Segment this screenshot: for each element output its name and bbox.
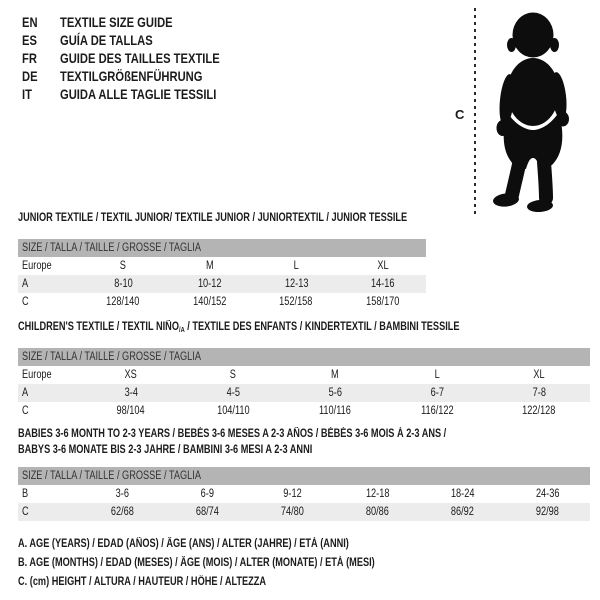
title-subscript: /A xyxy=(178,326,185,334)
age-cell: 12-13 xyxy=(284,278,309,290)
language-label: TEXTILE SIZE GUIDE xyxy=(60,14,173,30)
height-cell: 110/116 xyxy=(319,405,351,417)
language-row-it xyxy=(22,85,260,103)
toddler-silhouette-icon xyxy=(487,8,579,212)
height-measure-label: C xyxy=(455,107,465,122)
height-cell: 80/86 xyxy=(365,506,390,518)
row-label: A xyxy=(22,387,29,399)
junior-size-table xyxy=(18,239,426,311)
table-row-height xyxy=(18,293,426,311)
age-cell: 6-7 xyxy=(430,387,444,399)
age-cell: 24-36 xyxy=(535,488,560,500)
language-label: GUÍA DE TALLAS xyxy=(60,32,153,48)
size-cell: L xyxy=(434,369,440,381)
babies-section-title-line1: BABIES 3-6 MONTH TO 2-3 YEARS / BEBÉS 3-6 MESES A 2-3 AÑOS / BÉBÉS 3-6 MOIS À 2-3 ANS / xyxy=(18,428,447,440)
row-label: B xyxy=(22,488,29,500)
age-cell: 6-9 xyxy=(200,488,215,500)
height-cell: 152/158 xyxy=(279,296,313,308)
row-label: Europe xyxy=(22,369,52,381)
size-cell: XL xyxy=(377,260,389,272)
row-label: C xyxy=(22,405,29,417)
children-size-table xyxy=(18,348,590,420)
age-cell: 14-16 xyxy=(370,278,395,290)
height-cell: 98/104 xyxy=(116,405,146,417)
table-row-age xyxy=(18,384,590,402)
age-cell: 3-4 xyxy=(124,387,138,399)
height-cell: 68/74 xyxy=(195,506,220,518)
height-cell: 104/110 xyxy=(216,405,250,417)
language-row-de xyxy=(22,67,260,85)
legend-notes xyxy=(18,535,464,592)
size-header-bar: SIZE / TALLA / TAILLE / GRÖSSE / TAGLIA xyxy=(18,348,590,366)
age-cell: 18-24 xyxy=(450,488,475,500)
height-cell: 116/122 xyxy=(420,405,454,417)
language-label: GUIDE DES TAILLES TEXTILE xyxy=(60,50,220,66)
height-cell: 158/170 xyxy=(366,296,400,308)
language-code: EN xyxy=(22,14,38,30)
table-row-age xyxy=(18,275,426,293)
size-header-bar: SIZE / TALLA / TAILLE / GRÖSSE / TAGLIA xyxy=(18,239,426,257)
height-cell: 140/152 xyxy=(193,296,227,308)
age-cell: 4-5 xyxy=(226,387,240,399)
height-cell: 128/140 xyxy=(106,296,140,308)
language-label: TEXTILGRÖßENFÜHRUNG xyxy=(60,68,203,84)
language-code: ES xyxy=(22,32,37,48)
table-row-height xyxy=(18,503,590,521)
row-label: C xyxy=(22,506,29,518)
size-cell: M xyxy=(205,260,214,272)
age-cell: 7-8 xyxy=(532,387,546,399)
row-label: Europe xyxy=(22,260,52,272)
height-cell: 122/128 xyxy=(522,405,556,417)
age-cell: 3-6 xyxy=(115,488,130,500)
note-age-months: B. AGE (MONTHS) / EDAD (MESES) / ÂGE (MOIS) / ALTER (MONATE) / ETÀ (MESI) xyxy=(18,557,375,569)
height-cell: 86/92 xyxy=(450,506,475,518)
row-label: C xyxy=(22,296,29,308)
babies-section-title-line2: BABYS 3-6 MONATE BIS 2-3 JAHRE / BAMBINI 3-6 MESI A 2-3 ANNI xyxy=(18,444,313,456)
language-row-fr xyxy=(22,49,260,67)
table-row-europe xyxy=(18,366,590,384)
note-height-cm: C. (cm) HEIGHT / ALTURA / HAUTEUR / HÖHE / ALTEZZA xyxy=(18,576,267,588)
language-list xyxy=(22,13,260,103)
height-measure-dashed-line xyxy=(474,8,476,214)
age-cell: 5-6 xyxy=(328,387,342,399)
language-label: GUIDA ALLE TAGLIE TESSILI xyxy=(60,86,217,102)
age-cell: 12-18 xyxy=(365,488,390,500)
size-cell: M xyxy=(331,369,339,381)
size-cell: S xyxy=(229,369,237,381)
babies-size-table xyxy=(18,467,590,521)
note-age-years: A. AGE (YEARS) / EDAD (AÑOS) / ÂGE (ANS) / ALTER (JAHRE) / ETÀ (ANNI) xyxy=(18,538,349,550)
height-cell: 92/98 xyxy=(535,506,560,518)
age-cell: 9-12 xyxy=(283,488,302,500)
language-code: FR xyxy=(22,50,37,66)
size-cell: S xyxy=(120,260,127,272)
size-cell: XL xyxy=(533,369,545,381)
children-section-title: CHILDREN'S TEXTILE / TEXTIL $NIÑO_{/A}$ / TEXTILE DES ENFANTS / KINDERTEXTIL / BAMBINI TESSILE xyxy=(18,321,460,334)
age-cell: 10-12 xyxy=(197,278,222,290)
size-cell: XS xyxy=(124,369,138,381)
language-row-es xyxy=(22,31,260,49)
height-cell: 62/68 xyxy=(110,506,135,518)
language-code: DE xyxy=(22,68,38,84)
junior-section-title: JUNIOR TEXTILE / TEXTIL JUNIOR/ TEXTILE JUNIOR / JUNIORTEXTIL / JUNIOR TESSILE xyxy=(18,212,408,224)
row-label: A xyxy=(22,278,29,290)
age-cell: 8-10 xyxy=(114,278,133,290)
height-cell: 74/80 xyxy=(280,506,305,518)
table-row-age-months xyxy=(18,485,590,503)
language-code: IT xyxy=(22,86,32,102)
language-row-en xyxy=(22,13,260,31)
size-cell: L xyxy=(293,260,299,272)
table-row-europe xyxy=(18,257,426,275)
size-header-bar: SIZE / TALLA / TAILLE / GRÖSSE / TAGLIA xyxy=(18,467,590,485)
table-row-height xyxy=(18,402,590,420)
